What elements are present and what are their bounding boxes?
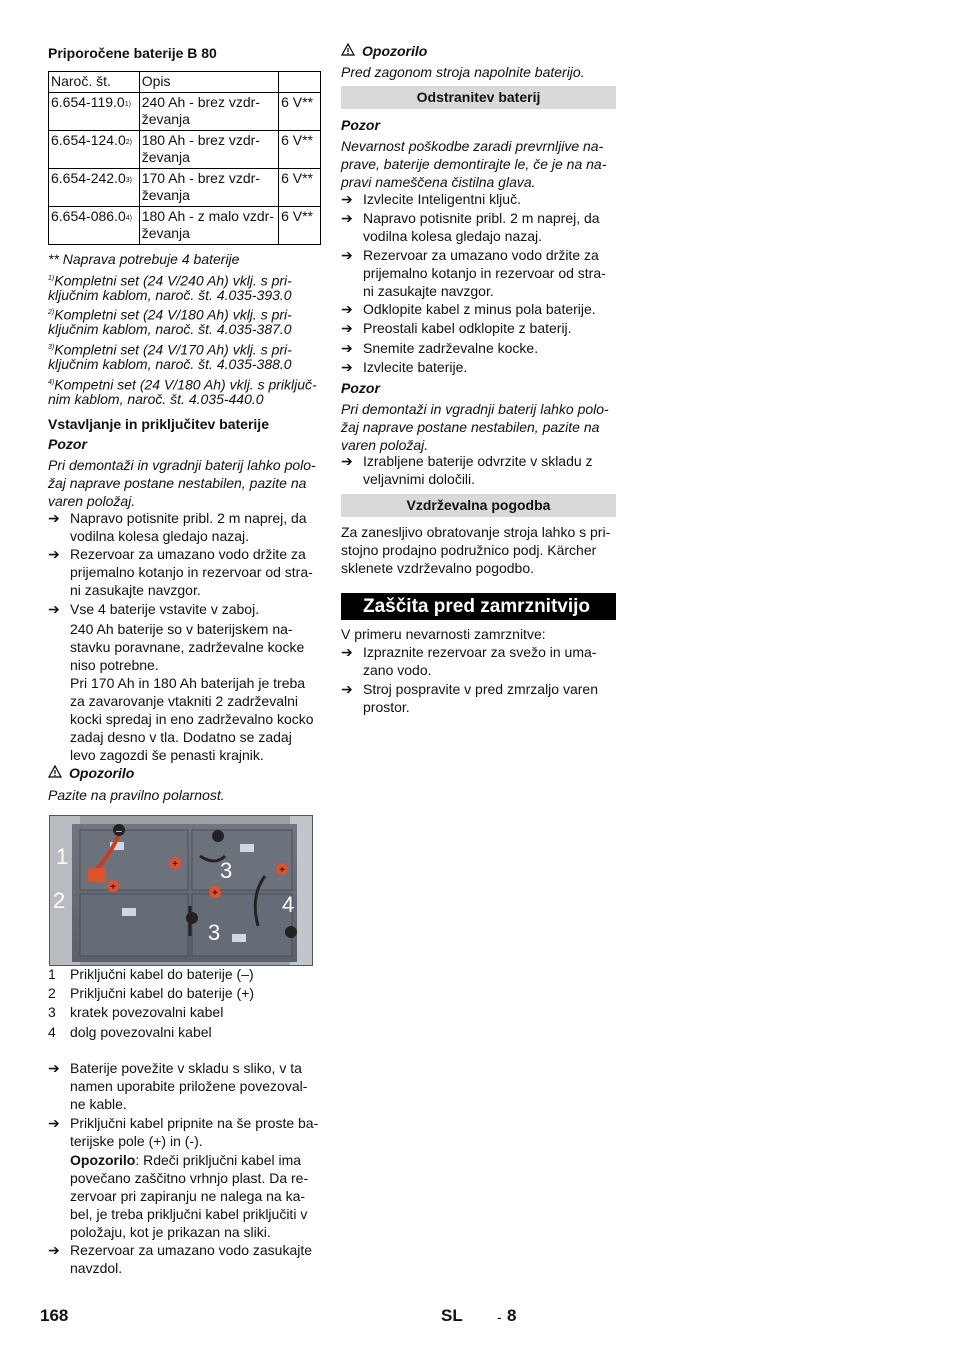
step-text: Izpraznite rezervoar za svežo in uma-zano vodo. <box>363 644 597 678</box>
footnote-marker: 2) <box>48 309 55 316</box>
list-item <box>341 339 616 357</box>
footnote-2-cont: ključnim kablom, naroč. št. 4.035-387.0 <box>48 321 292 337</box>
footnote-marker: 1) <box>48 275 55 282</box>
step-text: Snemite zadrževalne kocke. <box>363 340 539 356</box>
list-item <box>48 1241 321 1277</box>
description: 180 Ah - z malo vzdr- <box>141 208 274 224</box>
section-heading: Vstavljanje in priključitev baterije <box>48 416 269 432</box>
footnote-marker: 3) <box>48 344 55 351</box>
list-item <box>341 643 616 679</box>
legend-item <box>48 1023 212 1042</box>
description: 240 Ah - brez vzdr- <box>141 94 260 110</box>
arrow-icon: ➔ <box>48 546 60 562</box>
arrow-icon: ➔ <box>341 247 353 263</box>
contract-text: Za zanesljivo obratovanje stroja lahko s pri-stojno prodajno podružnico podj. Kärcher sklenete vzdrževalno pogodbo. <box>341 524 611 576</box>
svg-text:+: + <box>212 888 218 899</box>
list-item <box>48 1114 321 1150</box>
description-cont: ževanja <box>141 225 190 241</box>
arrow-icon: ➔ <box>341 340 353 356</box>
list-item <box>341 319 616 337</box>
caution-label: Pozor <box>48 436 87 452</box>
voltage: 6 V** <box>279 93 321 131</box>
part-number: 6.654-086.0 <box>51 208 126 224</box>
footnote-text: Kompetni set (24 V/180 Ah) vklj. s priključ- <box>54 376 317 393</box>
voltage: 6 V** <box>279 131 321 169</box>
step-text: Rezervoar za umazano vodo držite za prijemalno kotanjo in rezervoar od stra-ni zasukajte navzgor. <box>363 247 606 299</box>
figure-label: 1 <box>56 844 69 869</box>
description-cont: ževanja <box>141 187 190 203</box>
warning-text: Pred zagonom stroja napolnite baterijo. <box>341 64 585 80</box>
arrow-icon: ➔ <box>341 210 353 226</box>
list-item <box>48 600 321 618</box>
list-item <box>341 190 616 208</box>
list-item <box>341 358 616 376</box>
svg-text:+: + <box>110 882 116 893</box>
svg-text:+: + <box>172 859 178 870</box>
footnote-marker: 4) <box>125 215 132 222</box>
step-text: Izrabljene baterije odvrzite v skladu z veljavnimi določili. <box>363 453 593 487</box>
footer-separator: - <box>497 1309 502 1325</box>
arrow-icon: ➔ <box>341 301 353 317</box>
table-row <box>49 131 321 169</box>
note-body: : Rdeči priključni kabel ima povečano zaščitno vrhnjo plast. Da re-zervoar pri zapiranju ne nalega na ka-bel, je treba priključni kabel priključiti v položaju, kot je prikazan na sliki. <box>70 1152 309 1240</box>
step-text: Odklopite kabel z minus pola baterije. <box>363 301 596 317</box>
step-text: Stroj pospravite v pred zmrzaljo varen prostor. <box>363 681 598 715</box>
warning-label-row <box>341 43 427 59</box>
legend-number: 3 <box>48 1004 56 1020</box>
legend-item <box>48 1003 223 1022</box>
arrow-icon: ➔ <box>48 601 60 617</box>
frost-intro: V primeru nevarnosti zamrznitve: <box>341 626 546 642</box>
list-item <box>341 680 616 716</box>
voltage: 6 V** <box>279 207 321 245</box>
footnote-3-cont: ključnim kablom, naroč. št. 4.035-388.0 <box>48 356 292 372</box>
step-text: Izvlecite Inteligentni ključ. <box>363 191 521 207</box>
footnote-marker: 1) <box>124 101 131 108</box>
note-text: 240 Ah baterije so v baterijskem na-stavku poravnane, zadrževalne kocke niso potrebne. <box>70 621 305 673</box>
note-text: Pri 170 Ah in 180 Ah baterijah je treba za zavarovanje vtakniti 2 zadrževalni kocki spredaj in eno zadrževalno kocko zadaj desno v tla. Dodatno se zadaj levo zagozdi še penasti krajnik. <box>70 675 314 763</box>
table-header: Opis <box>139 72 278 93</box>
legend-item <box>48 965 254 984</box>
arrow-icon: ➔ <box>48 1060 60 1076</box>
voltage: 6 V** <box>279 169 321 207</box>
list-item <box>341 246 616 300</box>
list-item <box>341 209 616 245</box>
list-item <box>48 545 321 599</box>
footnote-text: Kompletni set (24 V/170 Ah) vklj. s pri- <box>54 341 292 358</box>
step-text: Napravo potisnite pribl. 2 m naprej, da vodilna kolesa gledajo nazaj. <box>363 210 600 244</box>
section-band-frost <box>341 593 616 620</box>
warning-icon <box>48 765 62 781</box>
legend-text: kratek povezovalni kabel <box>70 1004 224 1020</box>
table-row <box>49 93 321 131</box>
table-header: Naroč. št. <box>49 72 140 93</box>
footnote-marker: 2) <box>125 139 132 146</box>
description-cont: ževanja <box>141 111 190 127</box>
part-number: 6.654-242.0 <box>51 170 126 186</box>
footnote-text: Kompletni set (24 V/180 Ah) vklj. s pri- <box>54 306 292 323</box>
legend-item <box>48 984 254 1003</box>
warning-icon <box>341 43 355 59</box>
legend-number: 4 <box>48 1024 56 1040</box>
section-band-removal: Odstranitev baterij <box>341 86 616 109</box>
legend-text: Priključni kabel do baterije (–) <box>70 966 254 982</box>
description: 170 Ah - brez vzdr- <box>141 170 260 186</box>
step-text: Napravo potisnite pribl. 2 m naprej, da vodilna kolesa gledajo nazaj. <box>70 510 307 544</box>
step-text: Priključni kabel pripnite na še proste ba-terijske pole (+) in (-). <box>70 1115 319 1149</box>
step-text: Vse 4 baterije vstavite v zaboj. <box>70 601 260 617</box>
warning-label: Opozorilo <box>362 43 428 59</box>
battery-figure <box>49 815 313 966</box>
caution-text: Pri demontaži in vgradnji baterij lahko polo-žaj naprave postane nestabilen, pazite na varen položaj. <box>48 457 316 509</box>
footnote-star: ** Naprava potrebuje 4 baterije <box>48 251 240 267</box>
language-code: SL <box>441 1306 463 1325</box>
legend-text: dolg povezovalni kabel <box>70 1024 212 1040</box>
svg-text:–: – <box>116 826 122 837</box>
battery-table <box>48 71 321 245</box>
list-item <box>341 300 616 318</box>
battery-heading: Priporočene baterije B 80 <box>48 45 217 61</box>
note-text <box>70 1151 321 1241</box>
svg-text:+: + <box>279 865 285 876</box>
arrow-icon: ➔ <box>341 681 353 697</box>
warning-text: Pazite na pravilno polarnost. <box>48 787 225 803</box>
table-row <box>49 169 321 207</box>
figure-label: 3 <box>220 858 233 883</box>
section-title: Zaščita pred zamrznitvijo <box>363 596 591 617</box>
footnote-text: Kompletni set (24 V/240 Ah) vklj. s pri- <box>54 272 292 289</box>
figure-label: 2 <box>53 888 66 913</box>
section-page: 8 <box>507 1306 517 1325</box>
arrow-icon: ➔ <box>341 191 353 207</box>
note-label: Opozorilo <box>70 1152 136 1168</box>
caution-label: Pozor <box>341 117 380 133</box>
caution-label: Pozor <box>341 380 380 396</box>
figure-label: 4 <box>282 892 295 917</box>
arrow-icon: ➔ <box>48 510 60 526</box>
arrow-icon: ➔ <box>48 1242 60 1258</box>
battery-photo <box>50 816 312 965</box>
figure-label: 3 <box>208 920 221 945</box>
section-band-contract: Vzdrževalna pogodba <box>341 494 616 517</box>
part-number: 6.654-119.0 <box>51 94 125 110</box>
step-text: Baterije povežite v skladu s sliko, v ta namen uporabite priložene povezoval-ne kable. <box>70 1060 308 1112</box>
part-number: 6.654-124.0 <box>51 132 126 148</box>
warning-label-row <box>48 765 134 781</box>
legend-text: Priključni kabel do baterije (+) <box>70 985 255 1001</box>
arrow-icon: ➔ <box>48 1115 60 1131</box>
description: 180 Ah - brez vzdr- <box>141 132 260 148</box>
arrow-icon: ➔ <box>341 644 353 660</box>
footnote-marker: 3) <box>125 177 132 184</box>
table-header-row <box>49 72 321 93</box>
list-item <box>48 1059 321 1113</box>
footnote-marker: 4) <box>48 379 55 386</box>
step-text: Rezervoar za umazano vodo zasukajte navzdol. <box>70 1242 313 1276</box>
table-row <box>49 207 321 245</box>
warning-label: Opozorilo <box>69 765 135 781</box>
arrow-icon: ➔ <box>341 359 353 375</box>
list-item <box>48 509 321 545</box>
list-item <box>341 452 616 488</box>
table-header <box>279 72 321 93</box>
legend-number: 1 <box>48 966 56 982</box>
step-text: Rezervoar za umazano vodo držite za prijemalno kotanjo in rezervoar od stra-ni zasukajte navzgor. <box>70 546 313 598</box>
footnote-1-cont: ključnim kablom, naroč. št. 4.035-393.0 <box>48 287 292 303</box>
caution-text: Nevarnost poškodbe zaradi prevrnljive na-prave, baterije demontirajte le, če je na na-pravi nameščena čistilna glava. <box>341 138 607 190</box>
step-text: Preostali kabel odklopite z baterij. <box>363 320 572 336</box>
description-cont: ževanja <box>141 149 190 165</box>
arrow-icon: ➔ <box>341 453 353 469</box>
step-text: Izvlecite baterije. <box>363 359 468 375</box>
arrow-icon: ➔ <box>341 320 353 336</box>
legend-number: 2 <box>48 985 56 1001</box>
page-number: 168 <box>40 1306 69 1325</box>
footnote-4-cont: nim kablom, naroč. št. 4.035-440.0 <box>48 391 264 407</box>
caution-text: Pri demontaži in vgradnji baterij lahko polo-žaj naprave postane nestabilen, pazite na varen položaj. <box>341 401 609 453</box>
